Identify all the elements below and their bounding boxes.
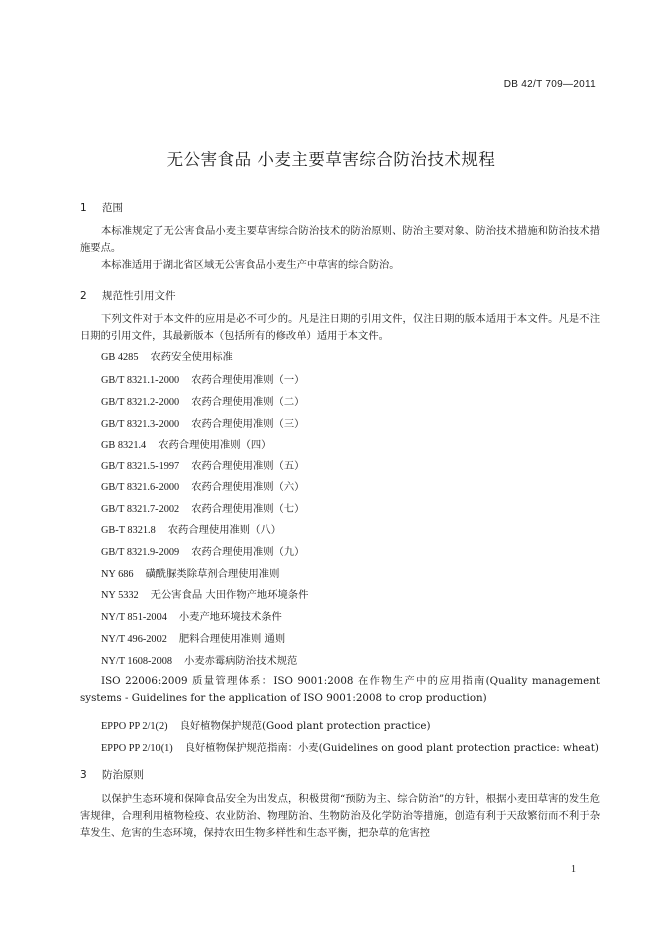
section-heading-3	[80, 767, 144, 782]
reference-item-iso: ISO 22006:2009 质量管理体系：ISO 9001:2008 在作物生产中的应用指南(Quality management systems - Guidelines for the application of ISO 9001:2008 to crop production)	[80, 675, 600, 704]
reference-item: GB/T 8321.1-2000 农药合理使用准则（一）	[101, 374, 305, 386]
document-code: DB 42/T 709—2011	[503, 79, 596, 90]
reference-item: NY/T 851-2004 小麦产地环境技术条件	[101, 611, 282, 623]
reference-item: NY 686 磺酰脲类除草剂合理使用准则	[101, 568, 280, 580]
reference-item: GB/T 8321.6-2000 农药合理使用准则（六）	[101, 481, 305, 493]
reference-item: EPPO PP 2/1(2) 良好植物保护规范(Good plant protection practice)	[101, 720, 431, 732]
reference-item: GB 4285 农药安全使用标准	[101, 351, 233, 363]
reference-item: GB 8321.4 农药合理使用准则（四）	[101, 439, 272, 451]
paragraph: 以保护生态环境和保障食品安全为出发点，积极贯彻“预防为主、综合防治”的方针，根据小麦田草害的发生危害规律，合理利用植物检疫、农业防治、物理防治、生物防治及化学防治等措施，创造有利于天敌繁衍而不利于杂草发生、危害的生态环境，保持农田生物多样性和生态平衡，把杂草的危害控	[80, 793, 600, 839]
page-title: 无公害食品 小麦主要草害综合防治技术规程	[166, 150, 496, 169]
reference-item: GB/T 8321.2-2000 农药合理使用准则（二）	[101, 396, 305, 408]
reference-item: GB/T 8321.5-1997 农药合理使用准则（五）	[101, 460, 305, 472]
section-number: 2	[80, 290, 87, 302]
reference-item: GB-T 8321.8 农药合理使用准则（八）	[101, 524, 281, 536]
page-number: 1	[571, 864, 576, 875]
reference-item: EPPO PP 2/10(1) 良好植物保护规范指南：小麦(Guidelines on good plant protection practice: wheat)	[101, 742, 599, 754]
section-number: 3	[80, 769, 87, 781]
reference-item: NY/T 1608-2008 小麦赤霉病防治技术规范	[101, 655, 298, 667]
reference-item: NY/T 496-2002 肥料合理使用准则 通则	[101, 633, 286, 645]
paragraph: 本标准适用于湖北省区域无公害食品小麦生产中草害的综合防治。	[101, 259, 400, 271]
section-title: 规范性引用文件	[102, 290, 176, 302]
reference-item: NY 5332 无公害食品 大田作物产地环境条件	[101, 589, 309, 601]
paragraph: 本标准规定了无公害食品小麦主要草害综合防治技术的防治原则、防治主要对象、防治技术措施和防治技术措施要点。	[80, 225, 600, 254]
reference-item: GB/T 8321.7-2002 农药合理使用准则（七）	[101, 503, 305, 515]
section-title: 范围	[102, 202, 123, 214]
paragraph: 下列文件对于本文件的应用是必不可少的。凡是注日期的引用文件，仅注日期的版本适用于本文件。凡是不注日期的引用文件，其最新版本（包括所有的修改单）适用于本文件。	[80, 313, 600, 342]
section-heading-2	[80, 288, 176, 303]
section-number: 1	[80, 202, 87, 214]
reference-item: GB/T 8321.3-2000 农药合理使用准则（三）	[101, 418, 305, 430]
reference-item: GB/T 8321.9-2009 农药合理使用准则（九）	[101, 546, 305, 558]
section-heading-1	[80, 200, 123, 215]
section-title: 防治原则	[102, 769, 144, 781]
